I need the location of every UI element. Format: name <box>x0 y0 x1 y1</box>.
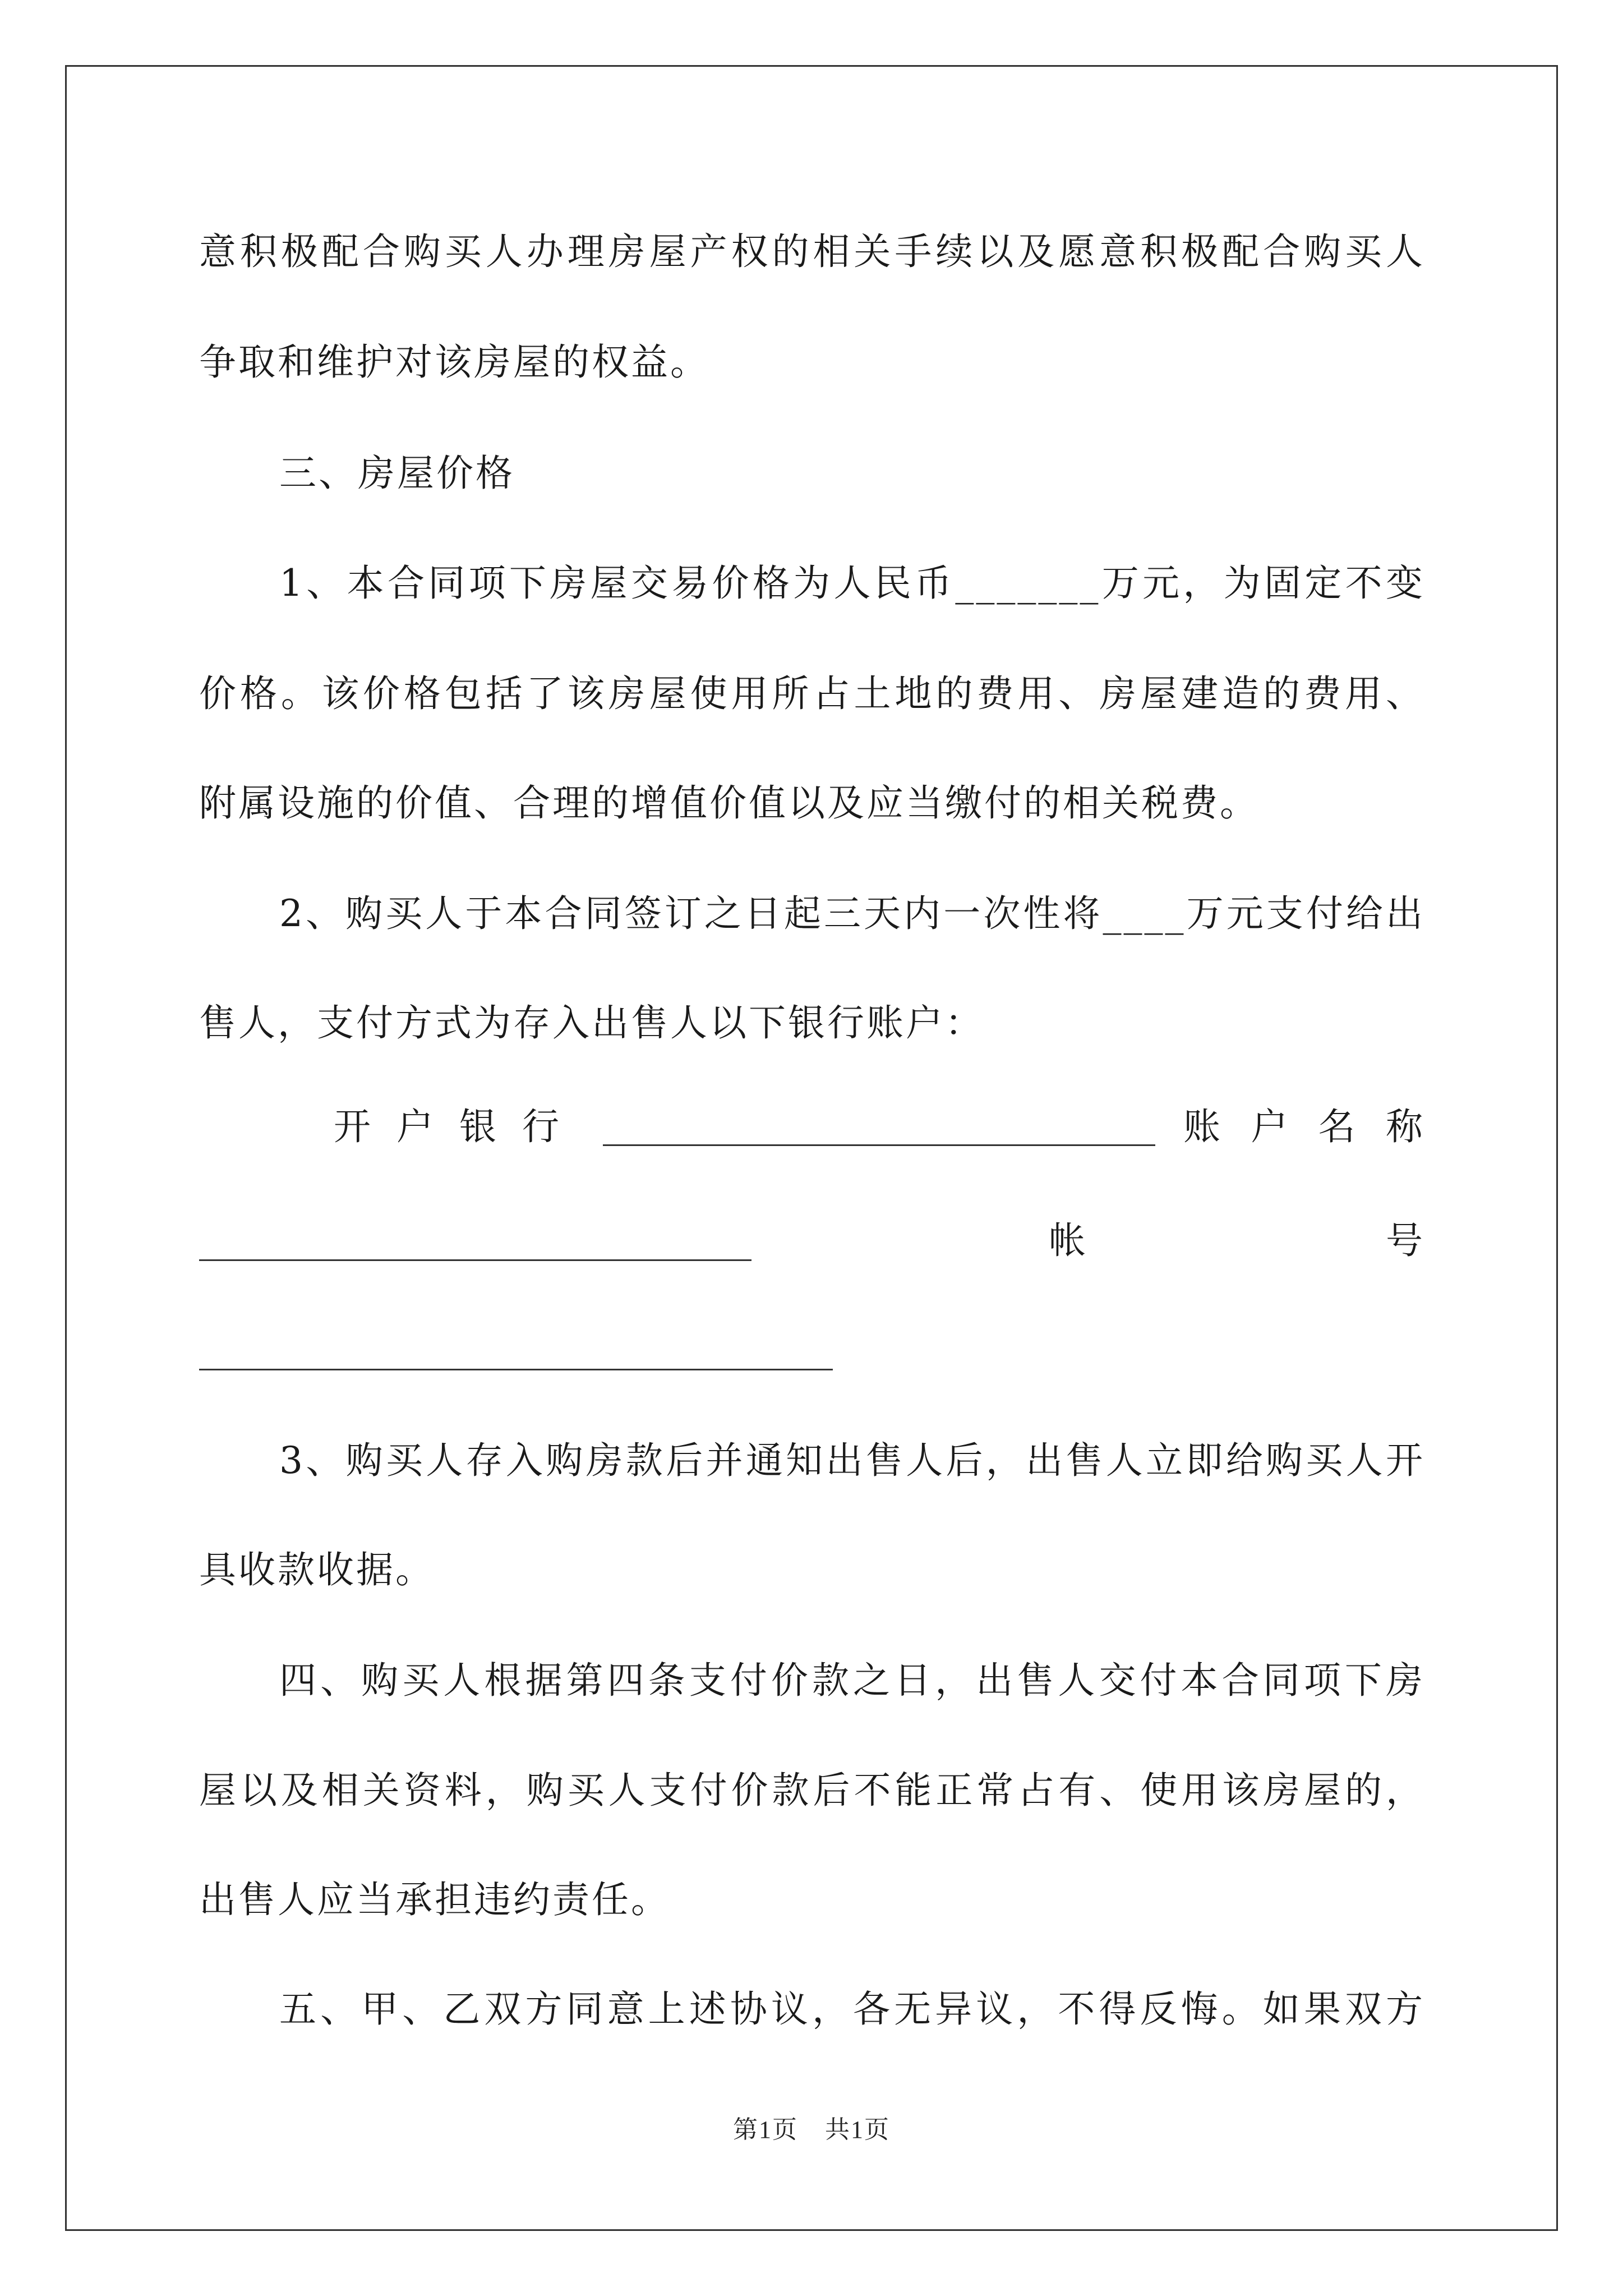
section-4-line: 四、购买人根据第四条支付价款之日，出售人交付本合同项下房 <box>279 1659 1425 1702</box>
clause-1-line: 价格。该价格包括了该房屋使用所占土地的费用、房屋建造的费用、 <box>199 672 1425 715</box>
bank-blank-line <box>603 1144 1155 1146</box>
page-total: 共1页 <box>825 2116 890 2143</box>
section-heading-price: 三、房屋价格 <box>279 452 515 495</box>
section-4-line: 屋以及相关资料，购买人支付价款后不能正常占有、使用该房屋的， <box>199 1769 1425 1812</box>
clause-1-line: 1、本合同项下房屋交易价格为人民币_______万元，为固定不变 <box>279 562 1425 605</box>
account-name-blank-line <box>199 1259 751 1261</box>
account-no-blank-line <box>199 1369 833 1370</box>
page-current: 第1页 <box>733 2116 798 2143</box>
clause-1-line: 附属设施的价值、合理的增值价值以及应当缴付的相关税费。 <box>199 781 1259 825</box>
section-4-line: 出售人应当承担违约责任。 <box>199 1878 670 1921</box>
text-line: 争取和维护对该房屋的权益。 <box>199 341 709 384</box>
clause-2-line: 售人，支付方式为存入出售人以下银行账户： <box>199 1001 984 1045</box>
clause-2-line: 2、购买人于本合同签订之日起三天内一次性将____万元支付给出 <box>279 892 1425 935</box>
text-line: 意积极配合购买人办理房屋产权的相关手续以及愿意积极配合购买人 <box>199 230 1425 273</box>
account-no-label: 帐号 <box>1049 1219 1425 1262</box>
section-5-line: 五、甲、乙双方同意上述协议，各无异议，不得反悔。如果双方 <box>279 1987 1425 2031</box>
clause-3-line: 具收款收据。 <box>199 1548 435 1591</box>
bank-label: 开户银行 <box>334 1105 585 1148</box>
clause-3-line: 3、购买人存入购房款后并通知出售人后，出售人立即给购买人开 <box>279 1439 1425 1482</box>
account-name-label: 账户名称 <box>1183 1105 1425 1148</box>
page-footer <box>0 2109 1623 2145</box>
